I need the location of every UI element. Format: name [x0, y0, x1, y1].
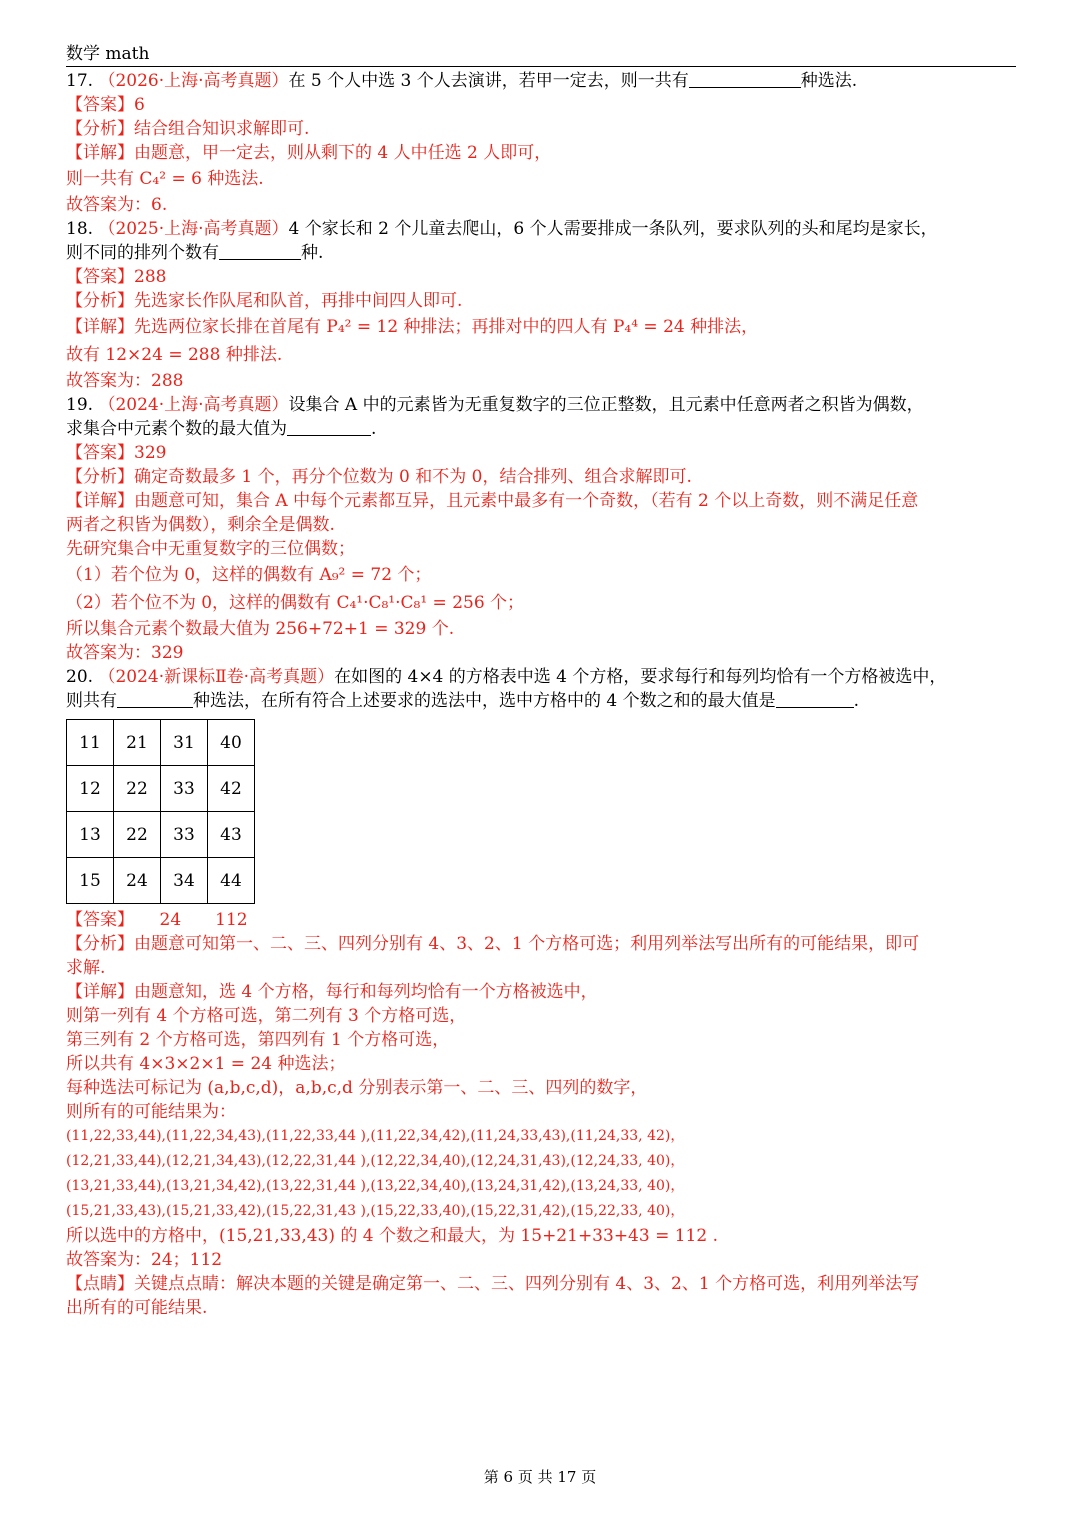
q19-source: （2024·上海·高考真题）: [98, 395, 289, 415]
q19-answer: 【答案】329: [66, 443, 167, 463]
q20-comment-2: 出所有的可能结果.: [66, 1298, 208, 1318]
q20-stem: 在如图的 4×4 的方格表中选 4 个方格，要求每行和每列均恰有一个方格被选中，: [334, 667, 947, 687]
grid-row: [67, 720, 255, 766]
grid-cell: 31: [161, 720, 208, 766]
q20-result-line: (12,21,33,44),(12,21,34,43),(12,22,31,44 ),(12,22,34,40),(12,24,31,43),(12,24,33, 40)，: [66, 1153, 685, 1169]
grid-cell: 44: [208, 858, 255, 904]
q18-final: 故答案为：288: [66, 371, 184, 391]
page-footer: [0, 1466, 1080, 1487]
q20-stem-b1: 则共有: [66, 691, 117, 711]
grid-cell: 22: [114, 812, 161, 858]
page-number: 第 6 页 共 17 页: [483, 1468, 597, 1486]
grid-cell: 33: [161, 812, 208, 858]
question-18: [66, 217, 1016, 393]
grid-cell: 11: [67, 720, 114, 766]
q20-answer: 【答案】 24 112: [66, 910, 248, 930]
number-grid: [66, 719, 255, 904]
q18-stem-end: 种.: [301, 243, 324, 263]
grid-cell: 33: [161, 766, 208, 812]
q19-analysis: 【分析】确定奇数最多 1 个，再分个位数为 0 和不为 0，结合排列、组合求解即可.: [66, 467, 692, 487]
grid-row: [67, 812, 255, 858]
q20-analysis-1: 【分析】由题意可知第一、二、三、四列分别有 4、3、2、1 个方格可选；利用列举法写出所有的可能结果，即可: [66, 934, 920, 954]
q19-stem: 设集合 A 中的元素皆为无重复数字的三位正整数，且元素中任意两者之积皆为偶数，: [288, 395, 924, 415]
q20-detail-6: 则所有的可能结果为：: [66, 1102, 236, 1122]
q19-stem-b: 求集合中元素个数的最大值为: [66, 419, 287, 439]
q20-answer-blank-2: [776, 689, 854, 708]
q19-detail-4: （2）若个位不为 0，这样的偶数有 C₄¹·C₈¹·C₈¹ = 256 个；: [66, 593, 525, 613]
grid-cell: 22: [114, 766, 161, 812]
q19-detail-5: 所以集合元素个数最大值为 256+72+1 = 329 个.: [66, 619, 455, 639]
q20-source: （2024·新课标Ⅱ卷·高考真题）: [98, 667, 335, 687]
grid-cell: 15: [67, 858, 114, 904]
q17-stem-end: 种选法.: [800, 71, 858, 91]
q17-stem: 在 5 个人中选 3 个人去演讲，若甲一定去，则一共有: [288, 71, 689, 91]
q20-detail-5: 每种选法可标记为 (a,b,c,d)，a,b,c,d 分别表示第一、二、三、四列的数字，: [66, 1078, 648, 1098]
q20-stem-b2: 种选法，在所有符合上述要求的选法中，选中方格中的 4 个数之和的最大值是: [193, 691, 776, 711]
q17-analysis: 【分析】结合组合知识求解即可.: [66, 119, 310, 139]
grid-cell: 40: [208, 720, 255, 766]
q20-detail-3: 第三列有 2 个方格可选，第四列有 1 个方格可选，: [66, 1030, 450, 1050]
q20-final: 故答案为：24；112: [66, 1250, 223, 1270]
q18-answer-blank: [219, 241, 301, 260]
q20-number: 20.: [66, 667, 94, 687]
q20-result-line: (15,21,33,43),(15,21,33,42),(15,22,31,43 ),(15,22,33,40),(15,22,31,42),(15,22,33, 40)，: [66, 1203, 685, 1219]
q17-detail-1: 【详解】由题意，甲一定去，则从剩下的 4 人中任选 2 人即可，: [66, 143, 552, 163]
grid-cell: 42: [208, 766, 255, 812]
q19-stem-end: .: [371, 419, 377, 439]
q19-final: 故答案为：329: [66, 643, 184, 663]
header-title: 数学 math: [66, 44, 150, 64]
grid-cell: 12: [67, 766, 114, 812]
q19-detail-3: （1）若个位为 0，这样的偶数有 A₉² = 72 个；: [66, 565, 432, 585]
q20-stem-end: .: [853, 691, 860, 711]
q18-answer: 【答案】288: [66, 267, 167, 287]
q20-analysis-2: 求解.: [66, 958, 106, 978]
q18-detail-2: 故有 12×24 = 288 种排法.: [66, 345, 283, 365]
q18-analysis: 【分析】先选家长作队尾和队首，再排中间四人即可.: [66, 291, 463, 311]
q18-source: （2025·上海·高考真题）: [98, 219, 289, 239]
q20-detail-4: 所以共有 4×3×2×1 = 24 种选法；: [66, 1054, 346, 1074]
q20-detail-2: 则第一列有 4 个方格可选，第二列有 3 个方格可选，: [66, 1006, 467, 1026]
question-20: [66, 665, 1016, 1320]
q20-result-line: (13,21,33,44),(13,21,34,42),(13,22,31,44 ),(13,22,34,40),(13,24,31,42),(13,24,33, 40)，: [66, 1178, 685, 1194]
grid-cell: 13: [67, 812, 114, 858]
question-17: [66, 69, 1016, 217]
q20-comment-1: 【点睛】关键点点睛：解决本题的关键是确定第一、二、三、四列分别有 4、3、2、1 个方格可选，利用列举法写: [66, 1274, 920, 1294]
q18-detail-1: 【详解】先选两位家长排在首尾有 P₄² = 12 种排法；再排对中的四人有 P₄⁴ = 24 种排法，: [66, 317, 759, 337]
q18-stem: 4 个家长和 2 个儿童去爬山，6 个人需要排成一条队列，要求队列的头和尾均是家长，: [288, 219, 938, 239]
q17-source: （2026·上海·高考真题）: [98, 71, 289, 91]
q17-number: 17.: [66, 71, 94, 91]
q17-answer: 【答案】6: [66, 95, 145, 115]
q18-stem-b: 则不同的排列个数有: [66, 243, 219, 263]
q20-result-line: (11,22,33,44),(11,22,34,43),(11,22,33,44 ),(11,22,34,42),(11,24,33,43),(11,24,33, 42)，: [66, 1128, 685, 1144]
grid-cell: 21: [114, 720, 161, 766]
q18-number: 18.: [66, 219, 94, 239]
page-header: [66, 42, 1016, 67]
q19-detail-2: 先研究集合中无重复数字的三位偶数；: [66, 539, 355, 559]
q19-detail-1: 【详解】由题意可知，集合 A 中每个元素都互异，且元素中最多有一个奇数，（若有 2 个以上奇数，则不满足任意: [66, 491, 919, 511]
q19-answer-blank: [287, 417, 371, 436]
grid-row: [67, 766, 255, 812]
grid-cell: 24: [114, 858, 161, 904]
q17-final: 故答案为：6.: [66, 195, 168, 215]
q20-answer-blank-1: [117, 689, 193, 708]
grid-cell: 34: [161, 858, 208, 904]
q20-detail-1: 【详解】由题意知，选 4 个方格，每行和每列均恰有一个方格被选中，: [66, 982, 598, 1002]
q20-detail-7: 所以选中的方格中，(15,21,33,43) 的 4 个数之和最大，为 15+21+33+43 = 112 .: [66, 1226, 719, 1246]
q19-number: 19.: [66, 395, 94, 415]
document-body: [66, 69, 1016, 1320]
grid-row: [67, 858, 255, 904]
q17-answer-blank: [689, 69, 801, 88]
question-19: [66, 393, 1016, 665]
grid-cell: 43: [208, 812, 255, 858]
q19-detail-1b: 两者之积皆为偶数），剩余全是偶数.: [66, 515, 335, 535]
q17-detail-2: 则一共有 C₄² = 6 种选法.: [66, 169, 264, 189]
